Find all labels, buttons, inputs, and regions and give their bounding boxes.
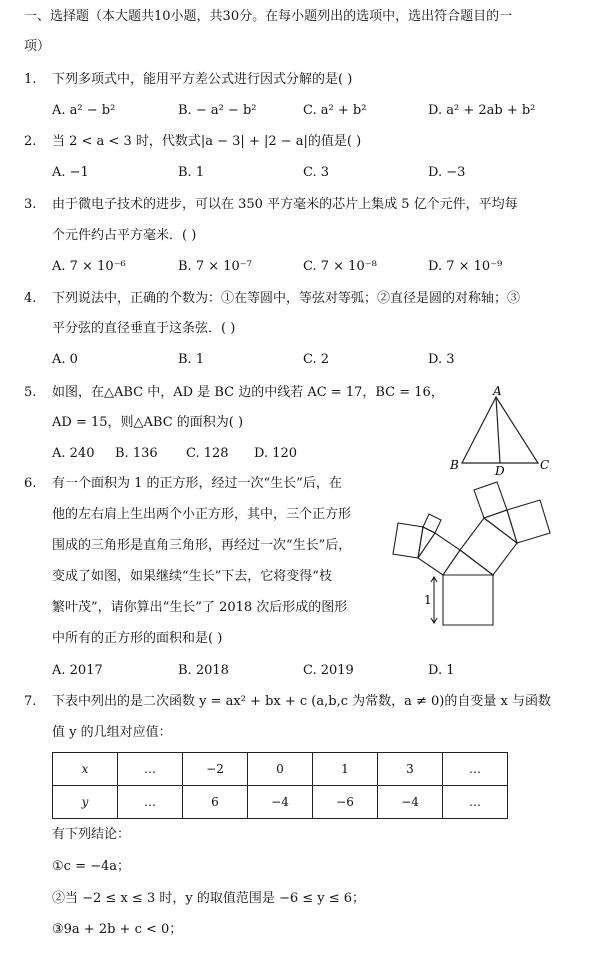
- question-number: 6.: [24, 476, 37, 491]
- question-text-cont: 围成的三角形是直角三角形，再经过一次“生长”后，: [52, 538, 352, 553]
- table-cell: −6: [313, 786, 378, 819]
- option-c[interactable]: C. 128: [186, 446, 229, 461]
- option-d[interactable]: D. −3: [428, 165, 466, 180]
- table-cell: −4: [378, 786, 443, 819]
- option-b[interactable]: B. 2018: [178, 663, 229, 678]
- option-d[interactable]: D. 7 × 10⁻⁹: [428, 259, 503, 274]
- option-c[interactable]: C. 7 × 10⁻⁸: [303, 259, 377, 274]
- question-text-cont: 平分弦的直径垂直于这条弦．( ): [52, 321, 236, 336]
- option-c[interactable]: C. 3: [303, 165, 330, 180]
- conclusions-heading: 有下列结论：: [52, 827, 131, 842]
- table-row: [53, 753, 508, 786]
- table-cell: …: [443, 753, 508, 786]
- question-number: 7.: [24, 694, 37, 709]
- table-cell: 6: [183, 786, 248, 819]
- table-cell: 0: [248, 753, 313, 786]
- table-cell: y: [53, 786, 118, 819]
- question-text: 如图，在△ABC 中，AD 是 BC 边的中线若 AC = 17，BC = 16，: [52, 385, 444, 400]
- side-length-label: 1: [424, 593, 432, 607]
- section-header-cont: 项）: [24, 39, 51, 54]
- question-text-cont: 中所有的正方形的面积和是( ): [52, 631, 223, 646]
- option-a[interactable]: A. 240: [52, 446, 95, 461]
- question-text-cont: 个元件约占平方毫米．( ): [52, 228, 197, 243]
- table-row: [53, 786, 508, 819]
- pythagoras-tree-figure: [388, 480, 558, 630]
- option-d[interactable]: D. 1: [428, 663, 455, 678]
- value-table: [52, 752, 508, 819]
- triangle-figure: [440, 383, 560, 475]
- question-number: 4.: [24, 291, 37, 306]
- question-number: 2.: [24, 134, 37, 149]
- question-text: 由于微电子技术的进步，可以在 350 平方毫米的芯片上集成 5 亿个元件，平均每: [52, 197, 518, 212]
- question-number: 1.: [24, 72, 37, 87]
- table-cell: −2: [183, 753, 248, 786]
- option-d[interactable]: D. 120: [254, 446, 298, 461]
- question-number: 5.: [24, 385, 37, 400]
- vertex-label-a: A: [493, 384, 502, 398]
- option-b[interactable]: B. − a² − b²: [178, 103, 257, 118]
- question-number: 3.: [24, 197, 37, 212]
- question-text: 下表中列出的是二次函数 y = ax² + bx + c (a,b,c 为常数，a ≠ 0)的自变量 x 与函数: [52, 694, 551, 709]
- conclusion-item: ③9a + 2b + c < 0；: [52, 922, 183, 937]
- vertex-label-d: D: [495, 464, 505, 475]
- table-cell: …: [118, 753, 183, 786]
- question-text-cont: 他的左右肩上生出两个小正方形，其中，三个正方形: [52, 507, 352, 522]
- table-cell: 1: [313, 753, 378, 786]
- conclusion-item: ①c = −4a；: [52, 859, 131, 874]
- question-text-cont: 值 y 的几组对应值：: [52, 725, 172, 740]
- section-header: 一、选择题（本大题共10小题，共30分。在每小题列出的选项中，选出符合题目的一: [24, 9, 513, 24]
- option-d[interactable]: D. a² + 2ab + b²: [428, 103, 536, 118]
- option-b[interactable]: B. 7 × 10⁻⁷: [178, 259, 252, 274]
- option-a[interactable]: A. 7 × 10⁻⁶: [52, 259, 126, 274]
- vertex-label-c: C: [540, 458, 550, 472]
- option-b[interactable]: B. 1: [178, 165, 205, 180]
- option-c[interactable]: C. 2: [303, 352, 330, 367]
- option-a[interactable]: A. a² − b²: [52, 103, 116, 118]
- question-text: 有一个面积为 1 的正方形，经过一次“生长”后，在: [52, 476, 342, 491]
- option-a[interactable]: A. 0: [52, 352, 78, 367]
- table-cell: …: [443, 786, 508, 819]
- conclusion-item: ②当 −2 ≤ x ≤ 3 时，y 的取值范围是 −6 ≤ y ≤ 6；: [52, 891, 366, 906]
- table-cell: 3: [378, 753, 443, 786]
- option-d[interactable]: D. 3: [428, 352, 455, 367]
- table-cell: x: [53, 753, 118, 786]
- option-c[interactable]: C. 2019: [303, 663, 354, 678]
- option-b[interactable]: B. 136: [115, 446, 158, 461]
- table-cell: …: [118, 786, 183, 819]
- question-text-cont: 变成了如图，如果继续“生长”下去，它将变得“枝: [52, 569, 332, 584]
- option-b[interactable]: B. 1: [178, 352, 205, 367]
- question-text-cont: AD = 15，则△ABC 的面积为( ): [52, 415, 244, 430]
- table-cell: −4: [248, 786, 313, 819]
- option-c[interactable]: C. a² + b²: [303, 103, 367, 118]
- question-text-cont: 繁叶茂”，请你算出“生长”了 2018 次后形成的图形: [52, 600, 348, 615]
- question-text: 下列多项式中，能用平方差公式进行因式分解的是( ): [52, 72, 353, 87]
- question-text: 下列说法中，正确的个数为：①在等圆中，等弦对等弧；②直径是圆的对称轴；③: [52, 291, 521, 306]
- vertex-label-b: B: [450, 458, 459, 472]
- question-text: 当 2 < a < 3 时，代数式|a − 3| + |2 − a|的值是( ): [52, 134, 362, 149]
- option-a[interactable]: A. −1: [52, 165, 89, 180]
- option-a[interactable]: A. 2017: [52, 663, 103, 678]
